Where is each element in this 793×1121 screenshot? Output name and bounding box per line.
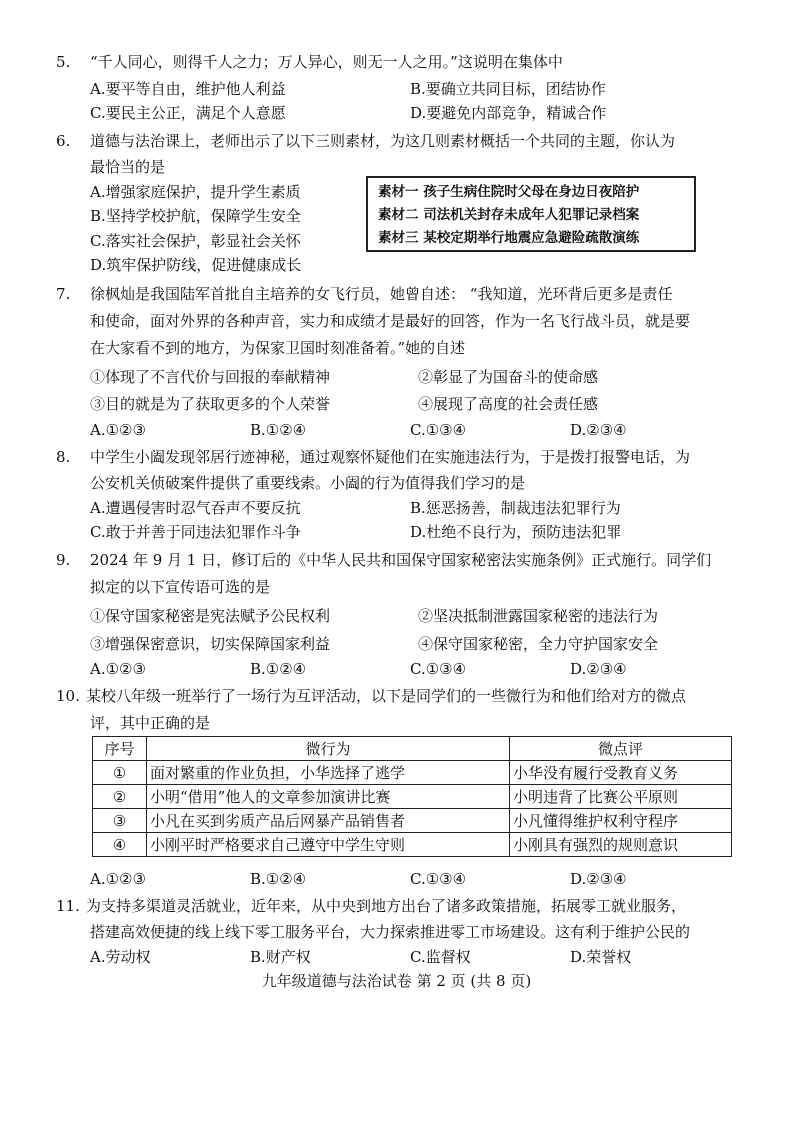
option-d: D.②③④ [570,660,627,678]
material-3: 素材三 某校定期举行地震应急避险疏散演练 [378,230,640,246]
option-a: A.劳动权 [90,948,151,966]
question-stem: 最恰当的是 [90,158,166,176]
question-stem: 道德与法治课上，老师出示了以下三则素材，为这几则素材概括一个共同的主题，你认为 [90,132,676,150]
option-a: A.增强家庭保护，提升学生素质 [90,183,301,201]
option-d: D.筑牢保护防线，促进健康成长 [90,256,302,274]
cell-behavior: 小明“借用”他人的文章参加演讲比赛 [146,785,509,809]
option-c: C.落实社会保护，彰显社会关怀 [90,232,301,250]
cell-behavior: 小凡在买到劣质产品后网暴产品销售者 [146,809,509,833]
option-c: C.敢于并善于同违法犯罪作斗争 [90,523,301,541]
table-row [93,809,732,833]
table-row [93,833,732,857]
cell-behavior: 面对繁重的作业负担，小华选择了逃学 [146,761,509,785]
option-b: B.惩恶扬善，制裁违法犯罪行为 [410,499,621,517]
statement-4: ④展现了高度的社会责任感 [418,395,599,413]
header-behavior: 微行为 [146,737,509,761]
option-c: C.①③④ [410,870,467,888]
statement-3: ③目的就是为了获取更多的个人荣誉 [90,395,331,413]
option-a: A.要平等自由，维护他人利益 [90,80,286,98]
statement-3: ③增强保密意识，切实保障国家利益 [90,635,331,653]
option-d: D.②③④ [570,870,627,888]
statement-1: ①保守国家秘密是宪法赋予公民权利 [90,607,331,625]
option-d: D.②③④ [570,421,627,439]
statement-2: ②彰显了为国奋斗的使命感 [418,368,599,386]
material-1: 素材一 孩子生病住院时父母在身边日夜陪护 [378,184,640,200]
statement-4: ④保守国家秘密，全力守护国家安全 [418,635,659,653]
header-serial: 序号 [93,737,147,761]
option-b: B.坚持学校护航，保障学生安全 [90,207,301,225]
question-stem: 和使命，面对外界的各种声音，实力和成绩才是最好的回答，作为一名飞行战斗员，就是要 [90,312,691,330]
option-a: A.①②③ [90,421,146,439]
option-b: B.要确立共同目标，团结协作 [410,80,606,98]
cell-comment: 小凡懂得维护权利守程序 [509,809,731,833]
question-stem: 中学生小阖发现邻居行迹神秘，通过观察怀疑他们在实施违法行为，于是拨打报警电话，为 [90,448,691,466]
question-stem: 公安机关侦破案件提供了重要线索。小阖的行为值得我们学习的是 [90,474,526,492]
option-d: D.要避免内部竞争，精诚合作 [410,104,607,122]
cell-serial: ④ [93,833,147,857]
question-number: 6. [56,132,71,150]
option-b: B.①②④ [250,870,307,888]
table-row [93,785,732,809]
table-row [93,761,732,785]
question-stem: 徐枫灿是我国陆军首批自主培养的女飞行员，她曾自述： “我知道，光环背后更多是责任 [90,285,673,303]
option-a: A.遭遇侵害时忍气吞声不要反抗 [90,499,301,517]
cell-comment: 小刚具有强烈的规则意识 [509,833,731,857]
option-c: C.要民主公正，满足个人意愿 [90,104,286,122]
option-d: D.杜绝不良行为，预防违法犯罪 [410,523,622,541]
cell-serial: ② [93,785,147,809]
cell-comment: 小明违背了比赛公平原则 [509,785,731,809]
question-stem: “千人同心，则得千人之力；万人异心，则无一人之用。”这说明在集体中 [90,53,563,71]
option-c: C.①③④ [410,421,467,439]
option-b: B.①②④ [250,660,307,678]
option-d: D.荣誉权 [570,948,632,966]
question-stem: 在大家看不到的地方，为保家卫国时刻准备着。”她的自述 [90,339,466,357]
option-b: B.财产权 [250,948,311,966]
question-number: 11. [56,897,80,915]
question-number: 9. [56,551,71,569]
question-stem: 2024 年 9 月 1 日，修订后的《中华人民共和国保守国家秘密法实施条例》正式施行。同学们 [90,551,712,569]
page-footer: 九年级道德与法治试卷 第 2 页 (共 8 页) [261,972,532,990]
question-number: 5. [56,53,71,71]
cell-comment: 小华没有履行受教育义务 [509,761,731,785]
material-2: 素材二 司法机关封存未成年人犯罪记录档案 [378,207,640,223]
option-a: A.①②③ [90,660,146,678]
option-a: A.①②③ [90,870,146,888]
cell-serial: ① [93,761,147,785]
question-number: 8. [56,448,71,466]
question-stem: 评，其中正确的是 [90,714,211,732]
question-stem: 某校八年级一班举行了一场行为互评活动，以下是同学们的一些微行为和他们给对方的微点 [86,687,687,705]
table-header-row [93,737,732,761]
behavior-table [92,736,732,857]
option-c: C.①③④ [410,660,467,678]
header-comment: 微点评 [509,737,731,761]
statement-1: ①体现了不言代价与回报的奉献精神 [90,368,331,386]
statement-2: ②坚决抵制泄露国家秘密的违法行为 [418,607,659,625]
cell-serial: ③ [93,809,147,833]
option-b: B.①②④ [250,421,307,439]
cell-behavior: 小刚平时严格要求自己遵守中学生守则 [146,833,509,857]
question-stem: 拟定的以下宣传语可选的是 [90,578,271,596]
materials-box [366,176,696,252]
option-c: C.监督权 [410,948,471,966]
question-number: 10. [56,687,80,705]
question-number: 7. [56,285,71,303]
question-stem: 搭建高效便捷的线上线下零工服务平台，大力探索推进零工市场建设。这有利于维护公民的 [90,923,691,941]
question-stem: 为支持多渠道灵活就业，近年来，从中央到地方出台了诸多政策措施，拓展零工就业服务， [86,897,687,915]
